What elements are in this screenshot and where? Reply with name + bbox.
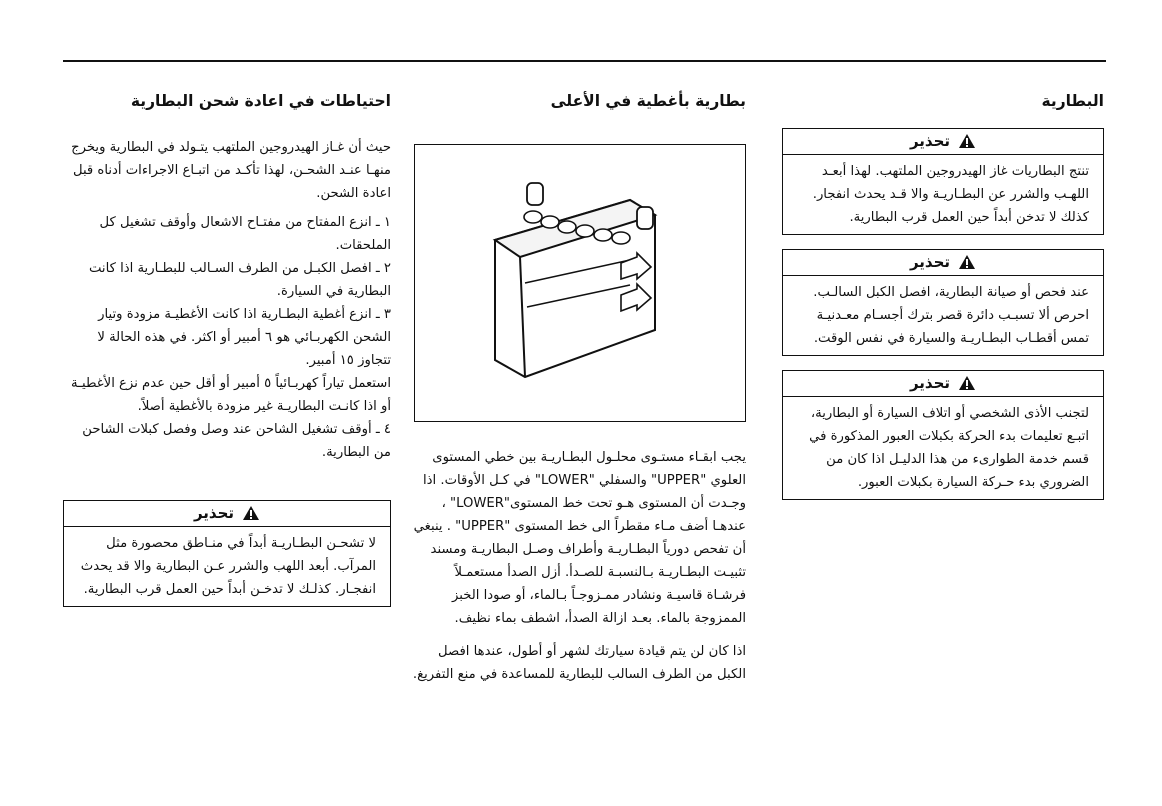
recharge-intro: حيث أن غـاز الهيدروجين الملتهب يتـولد في البطارية ويخرج منهـا عنـد الشحـن، لهذا تأكـد من اتبـاع الاجراءات أدناه قبل اعادة الشحن. bbox=[71, 140, 391, 201]
warning-text: لا تشحـن البطـاريـة أبداً في منـاطق محصورة مثل المرآب. أبعد اللهب والشرر عـن البطارية والا قد يحدث انفجـار. كذلـك لا تدخـن أبداً حين العمل قرب البطارية. bbox=[80, 536, 376, 597]
step-item: استعمل تياراً كهربـائياً ٥ أمبير أو أقل حين عدم نزع الأغطيـة أو اذا كانـت البطاريـة غير مزودة بالأغطية أصلاً. bbox=[71, 376, 391, 414]
warning-heading: تحذير bbox=[909, 374, 951, 392]
warning-text: عند فحص أو صيانة البطارية، افصل الكبل السالـب. احرص ألا تسبـب دائرة قصر بترك أجسـام معـدنيـة تمس أقطـاب البطـاريـة والسيارة في نفس الوقت. bbox=[813, 285, 1089, 346]
warning-triangle-icon bbox=[242, 505, 260, 521]
warning-triangle-icon bbox=[958, 133, 976, 149]
warning-triangle-icon bbox=[958, 375, 976, 391]
step-item: ٤ ـ أوقف تشغيل الشاحن عند وصل وفصل كبلات الشاحن من البطارية. bbox=[82, 422, 391, 460]
warning-heading: تحذير bbox=[909, 132, 951, 150]
battery-title: البطارية bbox=[1041, 92, 1104, 110]
battery-with-caps-illustration-icon bbox=[415, 145, 745, 421]
warning-heading: تحذير bbox=[909, 253, 951, 271]
warning-header bbox=[783, 129, 1103, 155]
warning-triangle-icon bbox=[958, 254, 976, 270]
recharge-title: احتياطات في اعادة شحن البطارية bbox=[130, 92, 391, 110]
battery-column bbox=[782, 92, 1104, 514]
recharge-column bbox=[63, 92, 391, 621]
cap-battery-title: بطارية بأغطية في الأعلى bbox=[550, 92, 746, 110]
warning-box-jump-start bbox=[782, 370, 1104, 500]
warning-box-charging bbox=[63, 500, 391, 607]
warning-text: تنتج البطاريات غاز الهيدروجين الملتهب. لهذا أبعـد اللهـب والشرر عن البطـاريـة والا قـد يحدث انفجار. كذلك لا تدخن أبداً حين العمل قرب البطارية. bbox=[812, 164, 1089, 225]
maintenance-paragraph: يجب ابقـاء مستـوى محلـول البطـاريـة بين خطي المستوى العلوي "UPPER" والسفلي "LOWER" في كـل الأوقات. اذا وجـدت أن المستوى هـو تحت خط المستوى"LOWER" ، عندهـا أضف مـاء مقطراً الى خط المستوى "UPPER" . ينبغي أن تفحص دورياً البطـاريـة وأطراف وصـل البطاريـة ومسند تثبيـت البطـاريـة بـالنسبـة للصـدأ. أزل الصدأ مستعمـلاً فرشـاة قاسيـة ونشادر ممـزوجـاً بـالماء، أو صودا الخبز الممزوجة بالماء. بعـد ازالة الصدأ، اشطف بماء نظيف. bbox=[413, 450, 746, 626]
warning-header bbox=[783, 250, 1103, 276]
recharge-steps bbox=[63, 211, 391, 464]
battery-figure bbox=[414, 144, 746, 422]
storage-paragraph: اذا كان لن يتم قيادة سيارتك لشهر أو أطول، عندها افصل الكبل من الطرف السالب للبطارية للمساعدة في منع التفريغ. bbox=[412, 644, 746, 682]
warning-text: لتجنب الأذى الشخصي أو اتلاف السيارة أو البطارية، اتبـع تعليمات بدء الحركة بكبلات العبور المذكورة في قسم خدمة الطوارىء من هذا الدليـل اذا كان من الضروري بدء حـركة السيارة بكبلات العبور. bbox=[809, 406, 1089, 490]
warning-box-hydrogen bbox=[782, 128, 1104, 235]
warning-box-short-circuit bbox=[782, 249, 1104, 356]
cap-battery-column bbox=[412, 92, 746, 692]
warning-header bbox=[783, 371, 1103, 397]
step-item: ١ ـ انزع المفتاح من مفتـاح الاشعال وأوقف تشغيل كل الملحقات. bbox=[99, 215, 391, 253]
top-rule bbox=[63, 60, 1106, 62]
step-item: ٣ ـ انزع أغطية البطـارية اذا كانت الأغطيـة مزودة وتيار الشحن الكهربـائي هو ٦ أمبير أو اكثر. في هذه الحالة لا تتجاوز ١٥ أمبير. bbox=[97, 307, 391, 368]
warning-header bbox=[64, 501, 390, 527]
step-item: ٢ ـ افصل الكبـل من الطرف السـالب للبطـارية اذا كانت البطارية في السيارة. bbox=[88, 261, 391, 299]
warning-heading: تحذير bbox=[193, 504, 235, 522]
